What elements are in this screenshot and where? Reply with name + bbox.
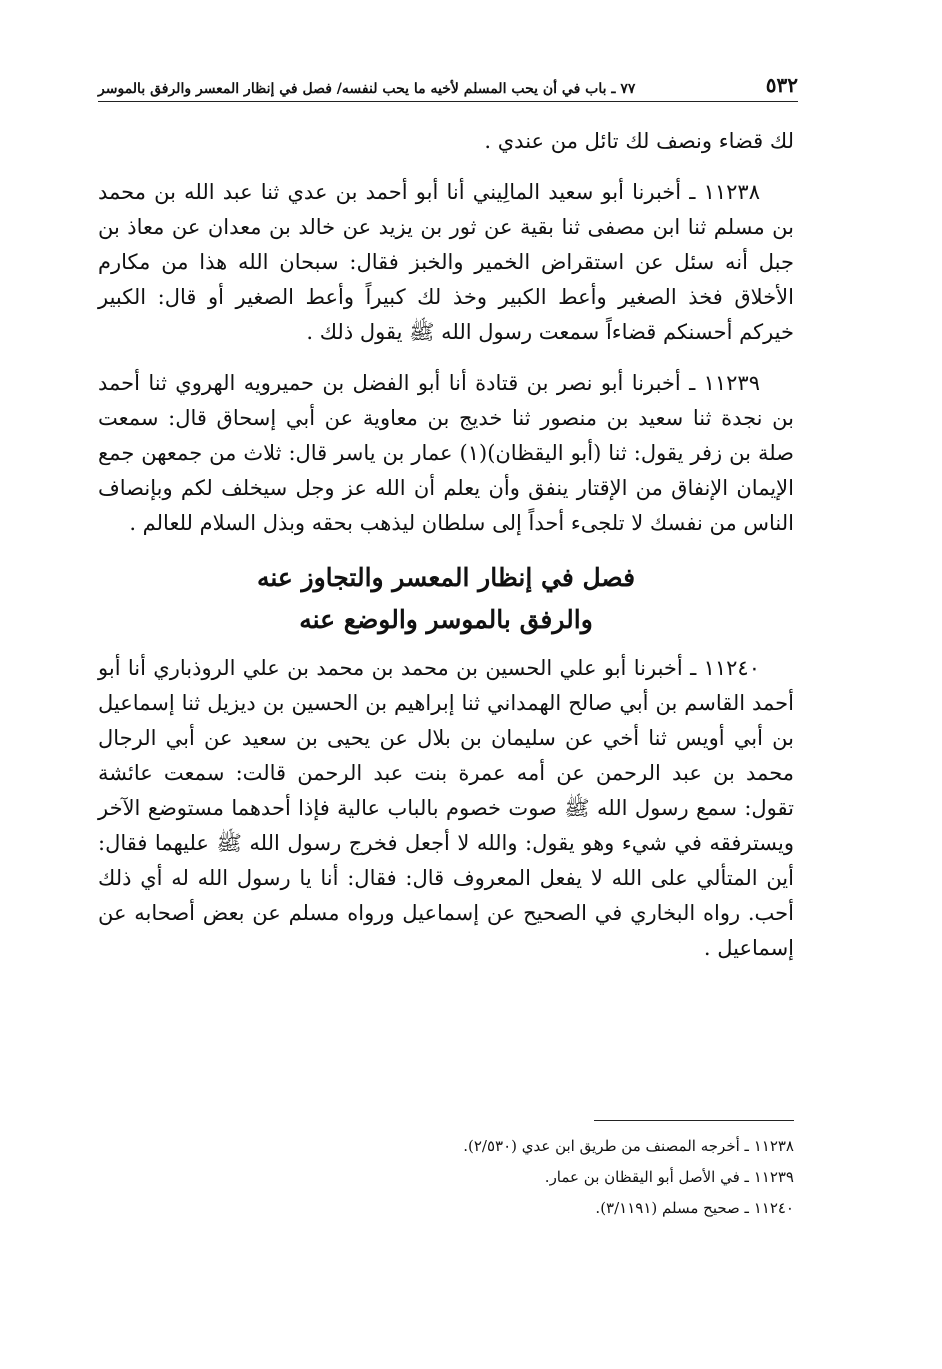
hadith-11238: ١١٢٣٨ ـ أخبرنا أبو سعيد المالِيني أنا أبو أحمد بن عدي ثنا عبد الله بن محمد بن مسلم ثنا ابن مصفى ثنا بقية عن ثور بن يزيد عن خالد بن معدان عن معاذ بن جبل أنه سئل عن استقراض الخمير والخبز فقال: سبحان الله هذا من مكارم الأخلاق فخذ الصغير وأعط الكبير وخذ لك كبيراً وأعط الصغير أو قال: الكبير خيركم أحسنكم قضاءاً سمعت رسول الله ﷺ يقول ذلك . (98, 180, 794, 344)
section-heading (98, 557, 794, 641)
hadith-11240: ١١٢٤٠ ـ أخبرنا أبو علي الحسين بن محمد بن محمد بن علي الروذباري أنا أبو أحمد القاسم بن أبي صالح الهمداني ثنا إبراهيم بن الحسين بن ديزيل ثنا إسماعيل بن أبي أويس ثنا أخي عن سليمان بن بلال عن يحيى بن سعيد عن أبي الرجال محمد بن عبد الرحمن عن أمه عمرة بنت عبد الرحمن قالت: سمعت عائشة تقول: سمع رسول الله ﷺ صوت خصوم بالباب عالية فإذا أحدهما مستوضع الآخر ويسترفقه في شيء وهو يقول: والله لا أجعل فخرج رسول الله ﷺ عليهما فقال: أين المتألي على الله لا يفعل المعروف قال: فقال: أنا يا رسول الله له أي ذلك أحب. رواه البخاري في الصحيح عن إسماعيل ورواه مسلم عن بعض أصحابه عن إسماعيل . (98, 656, 794, 960)
footnote: ١١٢٣٨ ـ أخرجه المصنف من طريق ابن عدي (٢/٥٣٠). (463, 1137, 794, 1155)
main-text (98, 124, 794, 982)
section-heading-line-2: والرفق بالموسر والوضع عنه (299, 605, 593, 634)
paragraph: لك قضاء ونصف لك تائل من عندي . (484, 129, 794, 153)
footnote: ١١٢٣٩ ـ في الأصل أبو اليقظان بن عمار. (544, 1168, 794, 1186)
section-heading-line-1: فصل في إنظار المعسر والتجاوز عنه (256, 563, 636, 592)
running-title: ٧٧ ـ باب في أن يحب المسلم لأخيه ما يحب لنفسه/ فصل في إنظار المعسر والرفق بالموسر (98, 81, 636, 97)
footnote: ١١٢٤٠ ـ صحيح مسلم (٣/١١٩١). (595, 1199, 794, 1217)
page-header (98, 66, 798, 102)
hadith-11239: ١١٢٣٩ ـ أخبرنا أبو نصر بن قتادة أنا أبو الفضل بن حميرويه الهروي ثنا أحمد بن نجدة ثنا سعيد بن منصور ثنا خديج بن معاوية عن أبي إسحاق قال: سمعت صلة بن زفر يقول: ثنا (أبو اليقظان)(١) عمار بن ياسر قال: ثلاث من جمعهن جمع الإيمان الإنفاق من الإقتار ينفق وأن يعلم أن الله عز وجل سيخلف لكم وبإنصاف الناس من نفسك لا تلجىء أحداً إلى سلطان ليذهب بحقه وبذل السلام للعالم . (98, 371, 794, 535)
footnote-divider (594, 1120, 794, 1121)
page-number: ٥٣٢ (765, 73, 798, 97)
footnotes (98, 1120, 794, 1224)
